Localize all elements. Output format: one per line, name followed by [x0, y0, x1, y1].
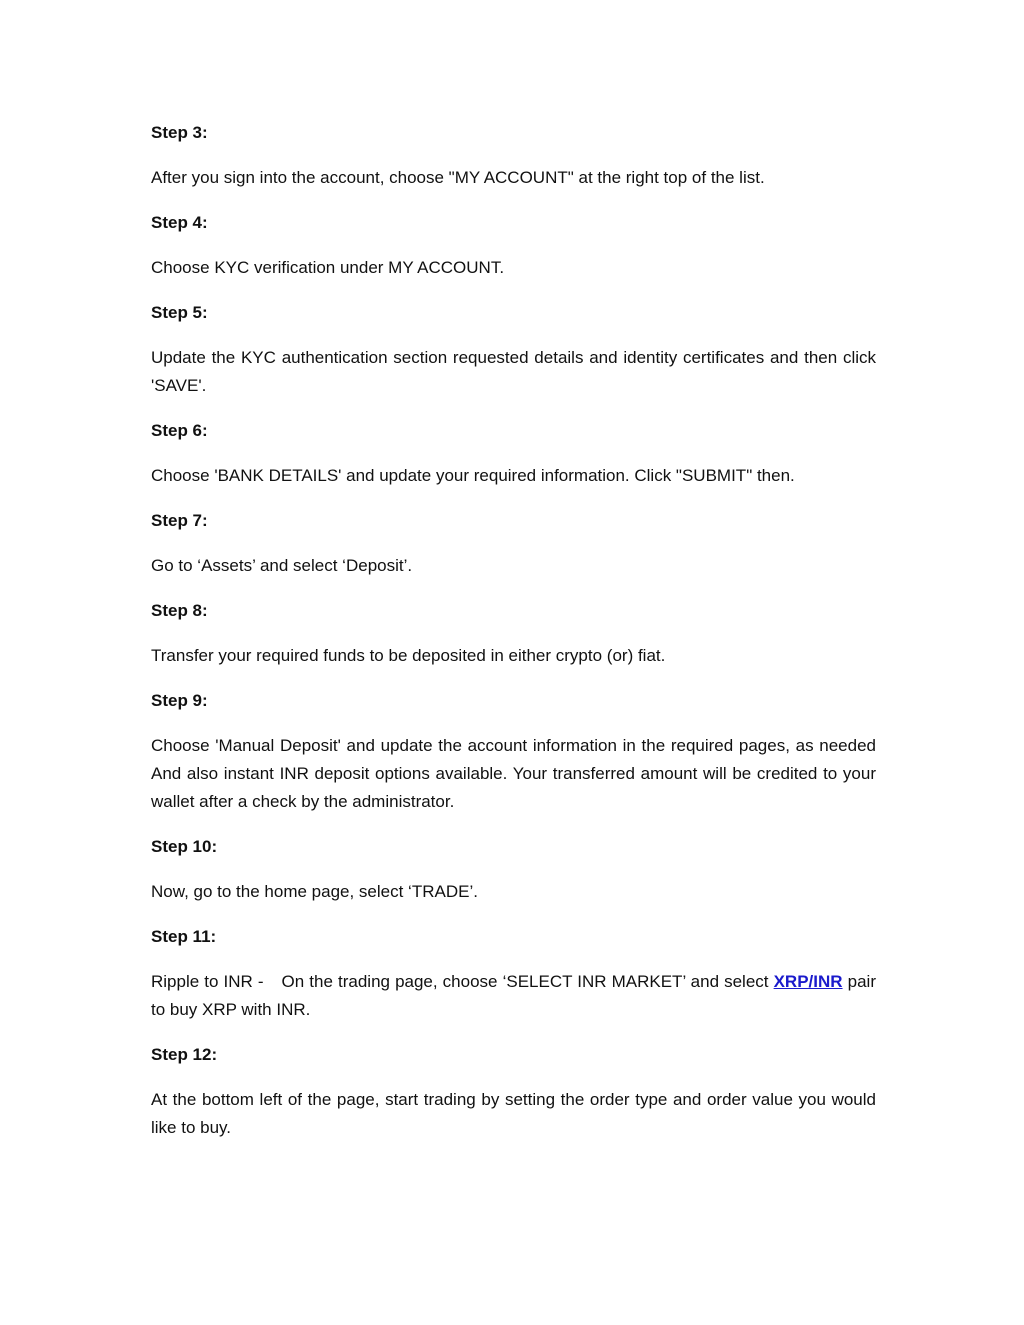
- step-text: [151, 968, 876, 1024]
- step-11: [151, 923, 876, 1024]
- step-text: Transfer your required funds to be deposited in either crypto (or) fiat.: [151, 646, 666, 665]
- step-heading: Step 6:: [151, 421, 208, 440]
- step-text: Update the KYC authentication section requested details and identity certificates and then click 'SAVE'.: [151, 348, 876, 395]
- step-text: At the bottom left of the page, start trading by setting the order type and order value you would like to buy.: [151, 1090, 876, 1137]
- step-9: [151, 687, 876, 816]
- step-heading: Step 8:: [151, 601, 208, 620]
- step-text-suffix: pair to buy XRP with INR.: [151, 972, 876, 1019]
- step-text-prefix: Ripple to INR -: [151, 972, 264, 991]
- step-heading: Step 12:: [151, 1045, 218, 1064]
- step-heading: Step 3:: [151, 123, 208, 142]
- step-5: [151, 299, 876, 400]
- document-content: [151, 119, 876, 1159]
- step-3: [151, 119, 876, 192]
- step-4: [151, 209, 876, 282]
- step-text: Go to ‘Assets’ and select ‘Deposit’.: [151, 556, 413, 575]
- step-7: [151, 507, 876, 580]
- step-text-middle: On the trading page, choose ‘SELECT INR MARKET’ and select: [281, 972, 774, 991]
- step-heading: Step 7:: [151, 511, 208, 530]
- step-text: Choose 'BANK DETAILS' and update your required information. Click "SUBMIT" then.: [151, 466, 795, 485]
- step-text: Choose KYC verification under MY ACCOUNT.: [151, 258, 505, 277]
- step-text: Now, go to the home page, select ‘TRADE’.: [151, 882, 478, 901]
- step-12: [151, 1041, 876, 1142]
- step-text: Choose 'Manual Deposit' and update the account information in the required pages, as needed And also instant INR deposit options available. Your transferred amount will be credited to your wallet after a check by the administrator.: [151, 736, 876, 811]
- step-10: [151, 833, 876, 906]
- step-heading: Step 11:: [151, 927, 217, 946]
- step-heading: Step 10:: [151, 837, 218, 856]
- step-heading: Step 5:: [151, 303, 208, 322]
- xrp-inr-link[interactable]: XRP/INR: [773, 972, 843, 991]
- step-heading: Step 9:: [151, 691, 208, 710]
- step-6: [151, 417, 876, 490]
- step-heading: Step 4:: [151, 213, 208, 232]
- step-text: After you sign into the account, choose "MY ACCOUNT" at the right top of the list.: [151, 168, 765, 187]
- step-8: [151, 597, 876, 670]
